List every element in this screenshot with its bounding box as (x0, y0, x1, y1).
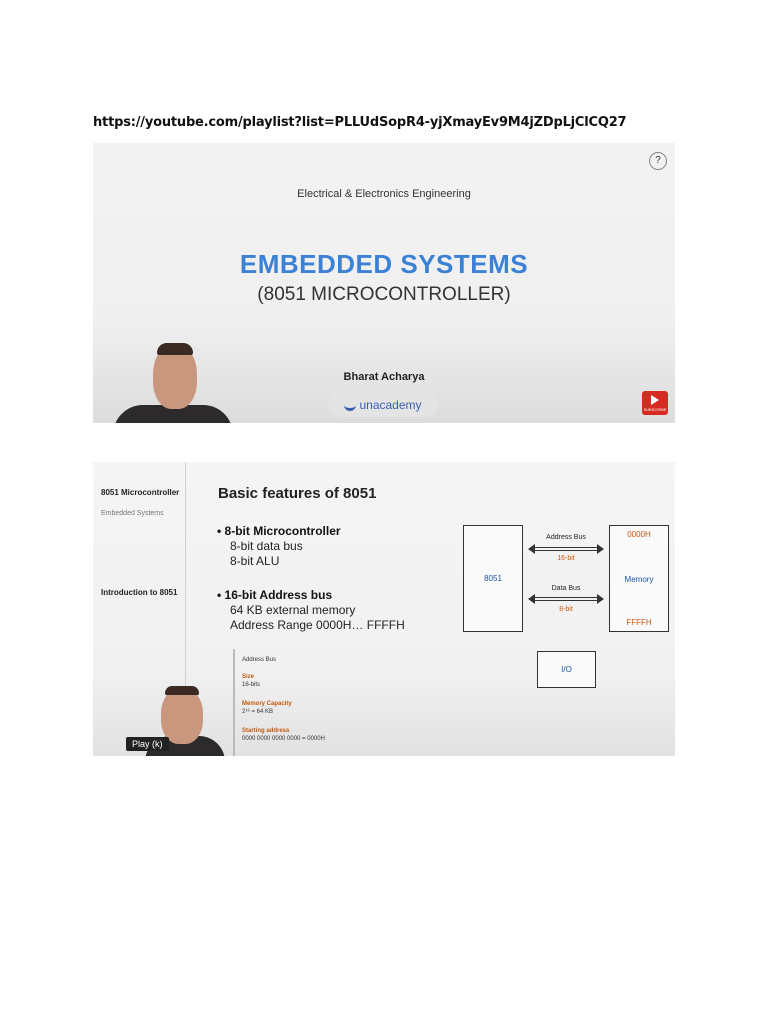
slide-subtitle: Electrical & Electronics Engineering (297, 188, 471, 200)
sidebar-course: Embedded Systems (101, 510, 164, 517)
bullet-subitem: 8-bit data bus (230, 539, 303, 553)
address-bus-arrow (528, 546, 604, 552)
slide-title: Basic features of 8051 (218, 485, 377, 502)
io-block: I/O (537, 651, 596, 688)
memory-label: Memory (624, 575, 654, 584)
unacademy-logo (328, 393, 438, 417)
info-icon[interactable]: ? (649, 152, 667, 170)
slide-title: EMBEDDED SYSTEMS (239, 249, 529, 279)
author-name: Bharat Acharya (343, 371, 425, 383)
notes-value: 0000 0000 0000 0000 = 0000H (242, 736, 325, 742)
unacademy-mark-icon (344, 400, 356, 411)
playlist-url[interactable]: https://youtube.com/playlist?list=PLLUdSopR4-yjXmayEv9M4jZDpLjClCQ27 (93, 115, 627, 130)
logo-text: unacademy (359, 398, 422, 412)
play-tooltip[interactable]: Play (k) (126, 737, 169, 751)
subscribe-label: SUBSCRIBE (643, 406, 667, 412)
data-bus-label: Data Bus (551, 585, 581, 592)
notes-heading: Address Bus (242, 657, 277, 663)
data-bus-width: 8-bit (559, 606, 573, 613)
video-thumbnail-1[interactable] (93, 143, 675, 423)
cpu-block: 8051 (463, 525, 523, 632)
video-thumbnail-2[interactable] (93, 462, 675, 756)
memory-end-address: FFFFH (626, 618, 652, 627)
play-icon (651, 395, 659, 405)
address-bus-width: 16-bit (557, 555, 575, 562)
bullet-heading: • 8-bit Microcontroller (217, 524, 341, 538)
bullet-subitem: Address Range 0000H… FFFFH (230, 618, 405, 632)
notes-panel (233, 649, 423, 756)
bullet-subitem: 64 KB external memory (230, 603, 356, 617)
sidebar-title: 8051 Microcontroller (101, 488, 180, 497)
address-bus-label: Address Bus (546, 534, 586, 541)
notes-value: 2¹⁶ = 64 KB (242, 709, 273, 715)
data-bus-arrow (528, 596, 604, 602)
sidebar-section: Introduction to 8051 (101, 588, 178, 597)
bullet-subitem: 8-bit ALU (230, 554, 280, 568)
presenter-webcam (113, 341, 233, 423)
bullet-heading: • 16-bit Address bus (217, 588, 333, 602)
memory-start-address: 0000H (627, 530, 651, 539)
notes-value: 16-bits (242, 682, 261, 688)
notes-label: Memory Capacity (242, 701, 292, 707)
notes-label: Starting address (242, 728, 290, 734)
memory-block (609, 525, 669, 632)
slide-title-secondary: (8051 MICROCONTROLLER) (257, 284, 511, 305)
subscribe-button[interactable] (642, 391, 668, 415)
notes-label: Size (242, 674, 255, 680)
